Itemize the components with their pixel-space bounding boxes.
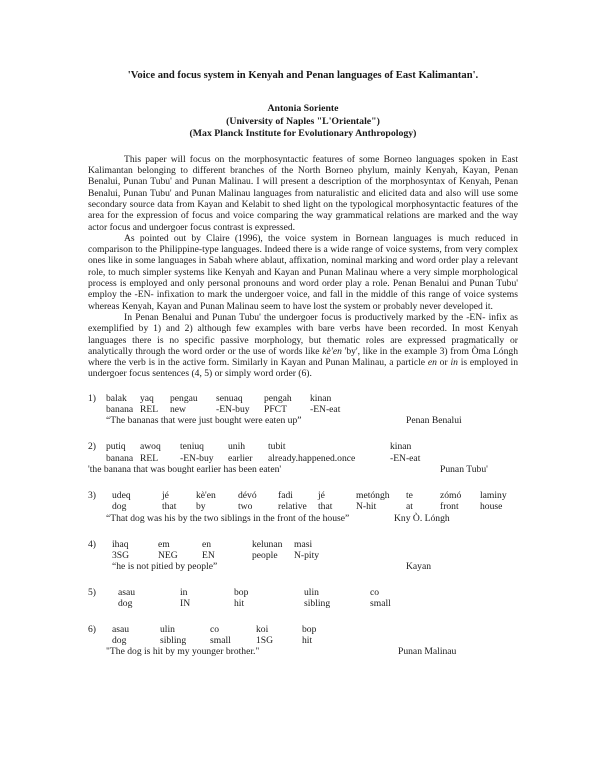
word: ulin [160, 623, 175, 635]
gloss: dog [112, 635, 127, 646]
gloss: sibling [160, 635, 187, 646]
word: asau [118, 587, 136, 599]
italic-term: en [427, 357, 437, 369]
example-translation-row [88, 646, 518, 658]
gloss: -EN-buy [216, 404, 250, 416]
paragraph-text: In Penan Benalui and Punan Tubu' the undergoer focus is productively marked by the -EN- infix as exemplified by 1) and 2) although few examples with bare verbs have been recorded. In most Kenyah languages there is no specific passive morphology, but thematic roles are expressed pragmatically or analytically through the word order or the use of words like [88, 311, 518, 357]
language-label: Punan Malinau [398, 646, 457, 658]
gloss: hit [302, 635, 313, 646]
example-5 [88, 587, 518, 610]
word: pengah [264, 392, 292, 404]
example-words [88, 441, 518, 452]
example-glosses [88, 550, 518, 561]
word: masi [294, 538, 313, 550]
word: kelunan [252, 538, 283, 550]
author-name: Antonia Soriente [267, 103, 339, 115]
gloss: N-pity [294, 549, 320, 561]
example-glosses [88, 453, 518, 464]
example-number: 1) [88, 392, 96, 404]
language-label: Penan Benalui [406, 415, 462, 427]
gloss: relative [278, 501, 307, 513]
word: balak [106, 392, 127, 404]
word: koi [256, 623, 269, 635]
word: in [180, 587, 188, 599]
gloss: earlier [228, 452, 253, 464]
language-label: Punan Tubu' [440, 463, 488, 475]
gloss: EN [202, 549, 215, 561]
word: co [370, 587, 380, 599]
word: putiq [106, 441, 126, 453]
paragraph-text: or [436, 357, 451, 369]
gloss: REL [140, 452, 159, 464]
example-number: 6) [88, 623, 96, 635]
word: co [210, 623, 220, 635]
word: kinan [310, 392, 332, 404]
translation: "The dog is hit by my younger brother." [106, 646, 260, 658]
paragraph-intro: This paper will focus on the morphosyntactic features of some Borneo languages spoken in East Kalimantan belonging to different branches of the North Borneo phylum, mainly Kenyah, Kayan, Penan Benalui, Punan Tubu' and Punan Malinau. I will present a description of the morphosyntax of Kenyah, Penan Benalui, Punan Tubu' and Punan Malinau languages from naturalistic and elicited data and also will use some secondary source data from Kayan and Kelabit to shed light on the typological morphosyntactic features of the area for the expression of focus and voice comparing the way grammatical relations are marked and the way actor focus and undergoer focus contrast is expressed. [88, 153, 518, 233]
example-list [88, 393, 518, 659]
gloss: banana [106, 404, 134, 416]
example-translation-row [88, 513, 518, 525]
example-words [88, 587, 518, 598]
gloss: 1SG [256, 635, 274, 646]
gloss: that [318, 501, 333, 513]
word: laminy [480, 489, 507, 501]
gloss: small [370, 598, 391, 610]
gloss: hit [234, 598, 245, 610]
word: jé [162, 489, 169, 501]
gloss: sibling [304, 598, 331, 610]
word: te [406, 489, 413, 501]
word: ulin [304, 587, 319, 599]
example-number: 2) [88, 441, 96, 453]
italic-term: in [450, 357, 458, 369]
word: em [158, 538, 170, 550]
translation: 'the banana that was bought earlier has been eaten' [88, 463, 282, 475]
gloss: REL [140, 404, 159, 416]
word: awoq [140, 441, 161, 453]
word: teniuq [180, 441, 204, 453]
example-1 [88, 393, 518, 428]
affiliation-max-planck: (Max Planck Institute for Evolutionary Anthropology) [189, 128, 417, 140]
gloss: N-hit [356, 501, 377, 513]
word: metóngh [356, 489, 390, 501]
example-glosses [88, 635, 518, 646]
language-label: Kayan [406, 561, 432, 573]
gloss: new [170, 404, 186, 416]
gloss: by [196, 501, 206, 513]
example-number: 4) [88, 538, 96, 550]
translation: “The bananas that were just bought were eaten up” [106, 415, 302, 427]
paragraph-undergoer-focus [88, 312, 518, 380]
translation: “he is not pitied by people” [112, 561, 218, 573]
translation: “That dog was his by the two siblings in the front of the house” [106, 512, 350, 524]
example-3 [88, 490, 518, 525]
gloss: IN [180, 598, 191, 610]
gloss: NEG [158, 549, 178, 561]
word: bop [234, 587, 249, 599]
word: kinan [390, 441, 412, 453]
paper-title: 'Voice and focus system in Kenyah and Penan languages of East Kalimantan'. [127, 70, 479, 81]
example-2 [88, 441, 518, 476]
word: ihaq [112, 538, 129, 550]
word: dévó [238, 489, 257, 501]
gloss: -EN-eat [310, 404, 341, 416]
gloss: front [440, 501, 459, 513]
gloss: dog [118, 598, 133, 610]
gloss: -EN-eat [390, 452, 421, 464]
gloss: people [252, 549, 278, 561]
word: yaq [140, 392, 154, 404]
gloss: 3SG [112, 549, 130, 561]
gloss: house [480, 501, 503, 513]
word: zómó [440, 489, 462, 501]
word: asau [112, 623, 130, 635]
gloss: small [210, 635, 231, 646]
example-glosses [88, 501, 518, 512]
gloss: banana [106, 452, 134, 464]
gloss: dog [112, 501, 127, 513]
word: unih [228, 441, 246, 453]
example-6 [88, 624, 518, 659]
example-words [88, 490, 518, 501]
example-glosses [88, 404, 518, 415]
word: fadi [278, 489, 293, 501]
word: senuaq [216, 392, 243, 404]
gloss: PFCT [264, 404, 287, 416]
word: tubit [268, 441, 286, 453]
paragraph-voice-systems: As pointed out by Claire (1996), the voice system in Bornean languages is much reduced in comparison to the Philippine-type languages. Indeed there is a wide range of voice systems, from very complex ones like in some languages in Sabah where ablaut, affixation, nominal marking and word order play a relevant role, to much simpler systems like Kenyah and Kayan and Punan Malinau where a very simple morphological process is employed and only personal pronouns and word order play a role. Penan Benalui and Punan Tubu' employ the -EN- infixation to mark the undergoer voice, and fall in the middle of this range of voice systems whereas Kenyah, Kayan and Punan Malinau seem to have lost the system or probably never developed it. [88, 232, 518, 312]
word: bop [302, 623, 317, 635]
language-label: Kny Ò. Lóngh [394, 512, 450, 524]
affiliation-naples: (University of Naples "L'Orientale") [226, 115, 380, 127]
word: en [202, 538, 212, 550]
word: pengau [170, 392, 198, 404]
example-words [88, 393, 518, 404]
example-translation-row [88, 464, 518, 476]
example-words [88, 539, 518, 550]
gloss: at [406, 501, 413, 513]
paragraph-text: 'by', like in the example 3) from Òma Lóngh where the verb is in the active form. Similarly in Kayan and Punan Malinau, a particle [88, 345, 518, 369]
example-4 [88, 539, 518, 574]
example-translation-row [88, 561, 518, 573]
word: udeq [112, 489, 131, 501]
gloss: that [162, 501, 177, 513]
gloss: two [238, 501, 253, 513]
italic-term: kè'en [322, 345, 342, 357]
gloss: already.happened.once [268, 452, 356, 464]
gloss: -EN-buy [180, 452, 214, 464]
author-block [88, 103, 518, 141]
example-words [88, 624, 518, 635]
word: jé [318, 489, 325, 501]
example-number: 3) [88, 489, 96, 501]
example-translation-row [88, 415, 518, 427]
paragraph-text: is employed in undergoer focus sentences (4, 5) or simply word order (6). [88, 357, 519, 380]
word: kè'en [196, 489, 216, 501]
example-glosses [88, 598, 518, 609]
example-number: 5) [88, 587, 96, 599]
